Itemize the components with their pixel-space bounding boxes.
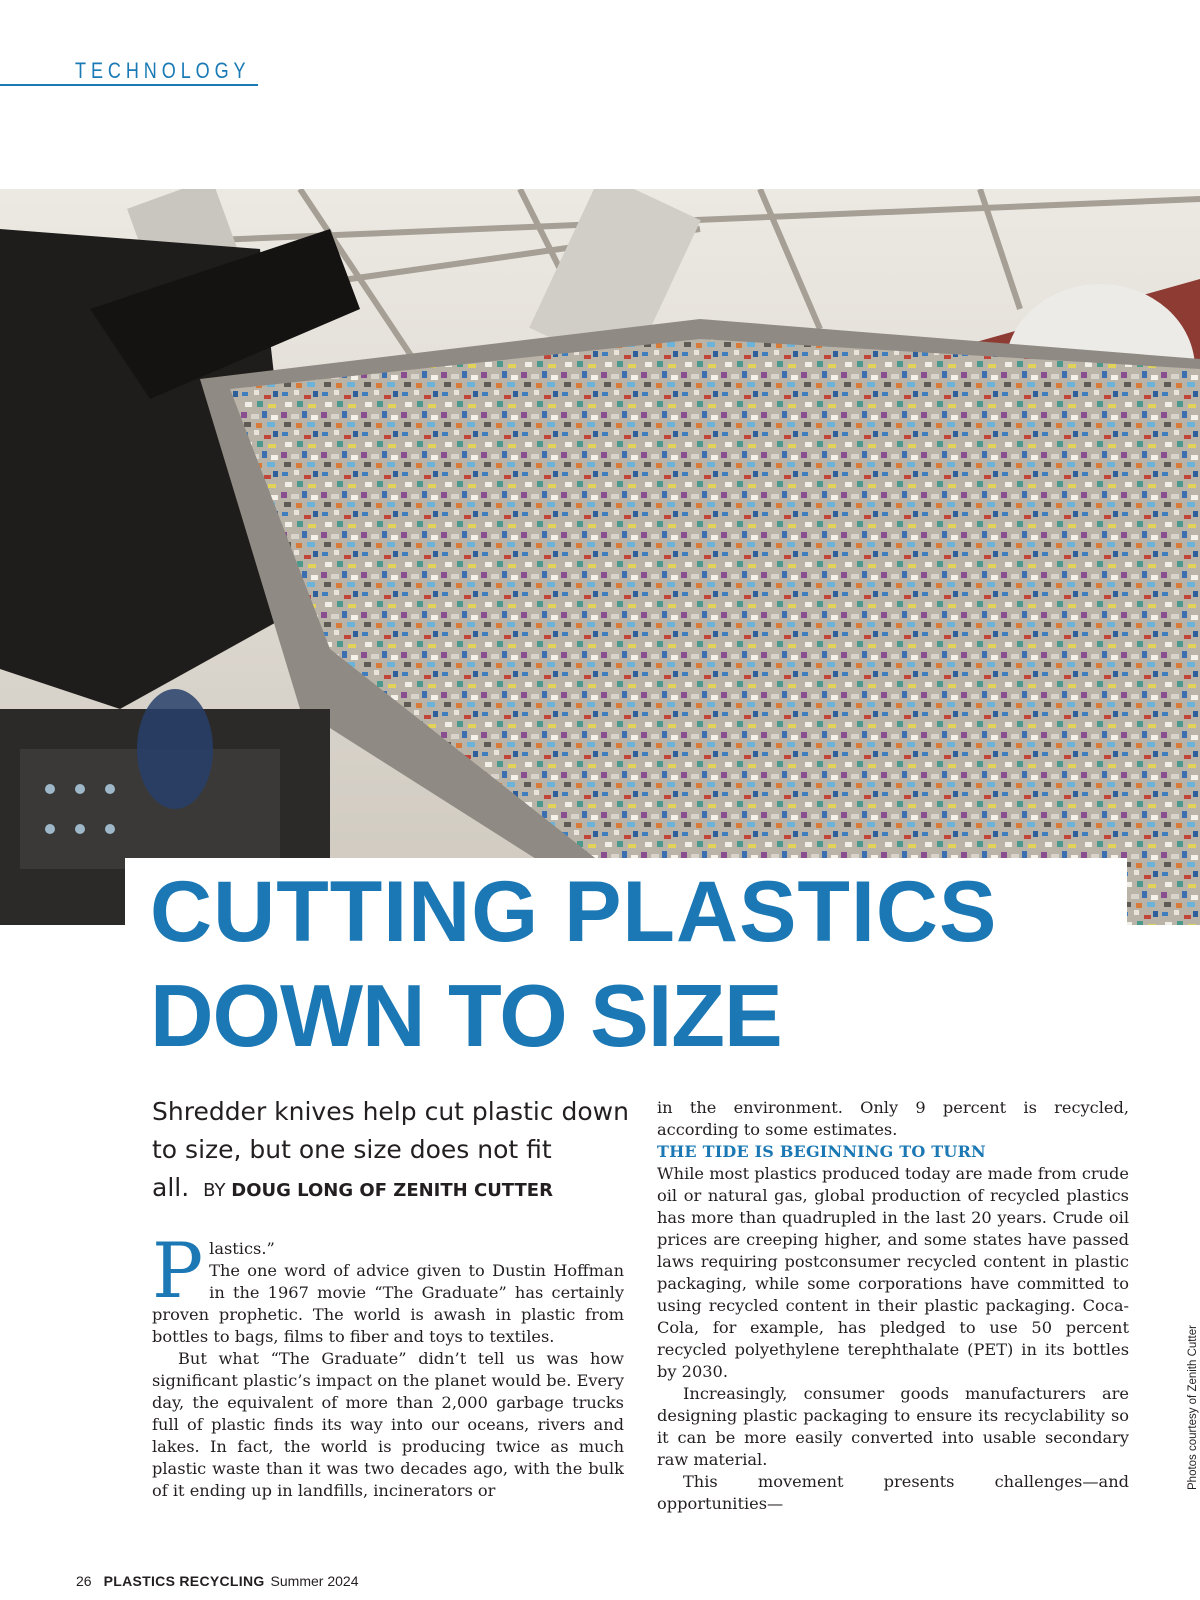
byline-author: DOUG LONG OF ZENITH CUTTER <box>231 1180 553 1201</box>
deck <box>152 1093 632 1210</box>
body-paragraph: While most plastics produced today are made from crude oil or natural gas, global production of recycled plastics has more than quadrupled in the last 20 years. Crude oil prices are creeping higher, and some states have passed laws requiring postconsumer recycled content in plastic packaging, while some corporations have committed to using recycled content in their plastic packaging. Coca-Cola, for example, has pledged to use 50 percent recycled polyethylene terephthalate (PET) in its bottles by 2030. <box>657 1164 1129 1381</box>
body-paragraph: in the environment. Only 9 percent is recycled, according to some estimates. <box>657 1098 1129 1139</box>
body-paragraph: But what “The Graduate” didn’t tell us was how significant plastic’s impact on the planet would be. Every day, the equivalent of more than 2,000 garbage trucks full of plastic finds its way into our oceans, rivers and lakes. In fact, the world is producing twice as much plastic waste than it was two decades ago, with the bulk of it ending up in landfills, incinerators or <box>152 1349 624 1500</box>
page-footer <box>76 1573 358 1589</box>
headline-line-2: DOWN TO SIZE <box>150 966 782 1065</box>
headline-line-1: CUTTING PLASTICS <box>150 864 998 960</box>
subhead: THE TIDE IS BEGINNING TO TURN <box>657 1142 986 1161</box>
byline-prefix: BY <box>203 1180 226 1201</box>
body-text: lastics.” <box>209 1239 275 1258</box>
hero-photo <box>0 189 1200 925</box>
byline <box>203 1180 553 1201</box>
issue-date: Summer 2024 <box>270 1573 359 1589</box>
body-paragraph: This movement presents challenges—and opportunities— <box>657 1472 1129 1513</box>
deck-text: Shredder knives help cut plastic down to size, but one size does not fit all. <box>152 1097 629 1202</box>
dropcap: P <box>152 1226 204 1315</box>
body-paragraph <box>152 1226 624 1348</box>
shredded-plastic-conveyor-image <box>0 189 1200 925</box>
section-tag <box>0 56 258 86</box>
page-number: 26 <box>76 1573 92 1589</box>
body-text: The one word of advice given to Dustin Hoffman in the 1967 movie “The Graduate” has certainly proven prophetic. The world is awash in plastic from bottles to bags, films to fiber and toys to textiles. <box>152 1261 624 1346</box>
body-column-right <box>657 1097 1129 1515</box>
magazine-name: PLASTICS RECYCLING <box>103 1573 265 1589</box>
section-label: TECHNOLOGY <box>75 58 251 83</box>
body-paragraph: Increasingly, consumer goods manufacturers are designing plastic packaging to ensure its recyclability so it can be more easily converted into usable secondary raw material. <box>657 1384 1129 1469</box>
photo-credit: Photos courtesy of Zenith Cutter <box>1187 1325 1199 1490</box>
body-column-left <box>152 1226 624 1502</box>
